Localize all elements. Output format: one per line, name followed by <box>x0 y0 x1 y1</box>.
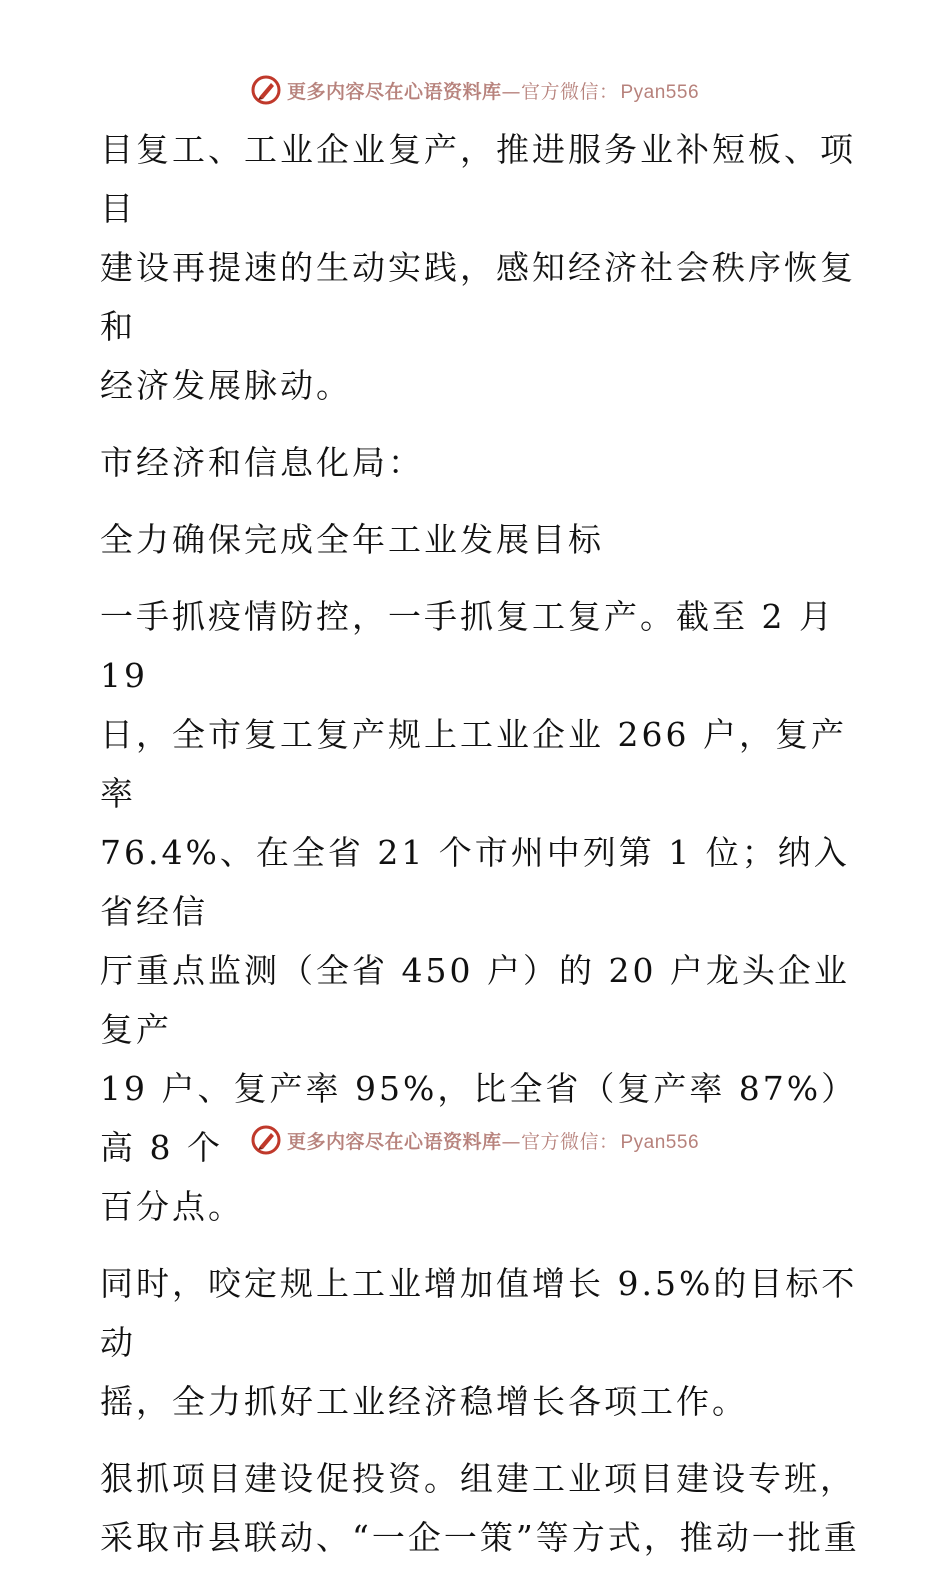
paragraph: 同时，咬定规上工业增加值增长 9.5%的目标不动 摇，全力抓好工业经济稳增长各项工作。 <box>100 1264 858 1421</box>
watermark-text <box>287 77 699 104</box>
section-heading: 市经济和信息化局： <box>100 443 424 482</box>
watermark-brand: 更多内容尽在心语资料库 <box>286 1130 502 1153</box>
watermark-id: Pyan556 <box>620 81 700 103</box>
watermark-text <box>287 1127 699 1154</box>
watermark-separator: — <box>501 1130 521 1153</box>
pen-logo-icon <box>251 75 281 105</box>
watermark-id: Pyan556 <box>620 1131 700 1153</box>
paragraph: 目复工、工业企业复产，推进服务业补短板、项目 建设再提速的生动实践，感知经济社会秩序恢复和 经济发展脉动。 <box>100 130 856 405</box>
watermark-brand: 更多内容尽在心语资料库 <box>286 80 502 103</box>
document-body <box>100 120 860 1585</box>
watermark-label: 官方微信： <box>520 80 619 103</box>
footer-watermark <box>0 1120 950 1160</box>
paragraph: 狠抓项目建设促投资。组建工业项目建设专班， 采取市县联动、“一企一策”等方式，推动一批重 <box>100 1459 860 1557</box>
paragraph: 一手抓疫情防控，一手抓复工复产。截至 2 月 19 日，全市复工复产规上工业企业 266 户，复产率 76.4%、在全省 21 个市州中列第 1 位；纳入省经信 厅重点监测（全省 450 户）的 20 户龙头企业复产 19 户、复产率 95%，比全省（复产率 87%）高 8 个 百分点。 <box>100 597 858 1226</box>
watermark-label: 官方微信： <box>520 1130 619 1153</box>
section-subheading: 全力确保完成全年工业发展目标 <box>100 520 604 559</box>
pen-logo-icon <box>251 1125 281 1155</box>
header-watermark <box>0 70 950 110</box>
watermark-separator: — <box>501 80 521 103</box>
